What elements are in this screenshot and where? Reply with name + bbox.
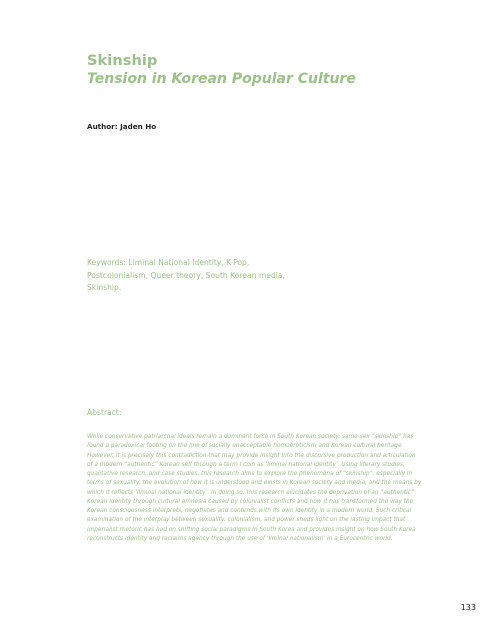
page-number: 133 [460,603,476,612]
paper-subtitle: Tension in Korean Popular Culture [87,71,356,87]
keywords: Keywords: Liminal National Identity, K-Pop, Postcolonialism, Queer theory, South Korean media, Skinship. [87,258,285,292]
abstract-body: While conservative patriarchal ideals remain a dominant force in South Korean society, same-sex “skinship” has found a paradoxical footing on the line of socially unacceptable homoeroticism and Korean cultural heritage. However, it is precisely this contradiction that may provide insight into the discursive production and articulation of a modern “authentic” Korean self through a term I coin as ‘liminal national identity’. Using literary studies, qualitative research, and case studies, this research aims to explore the phenomena of “skinship”, especially in terms of sexuality, the evolution of how it is understood and exists in Korean society and media, and the means by which it reflects ‘liminal national identity’. In doing so, this research elucidates the deprivation of an “authentic” Korean identity through cultural amnesia caused by colonialist conflicts and how it has transformed the way the Korean consciousness interprets, negotiates and contends with its own identity in a modern world. Such critical examination of the interplay between sexuality, colonialism, and power sheds light on the lasting impact that imperialist rhetoric has had on shifting social paradigms in South Korea and provides insight on how South Korea reconstructs identity and reclaims agency through the use of ‘liminal nationalism’ in a Eurocentric world. [87,434,422,542]
paper-title: Skinship [87,53,158,69]
abstract-heading: Abstract: [87,408,122,417]
author-line: Author: Jaden Ho [87,122,157,131]
